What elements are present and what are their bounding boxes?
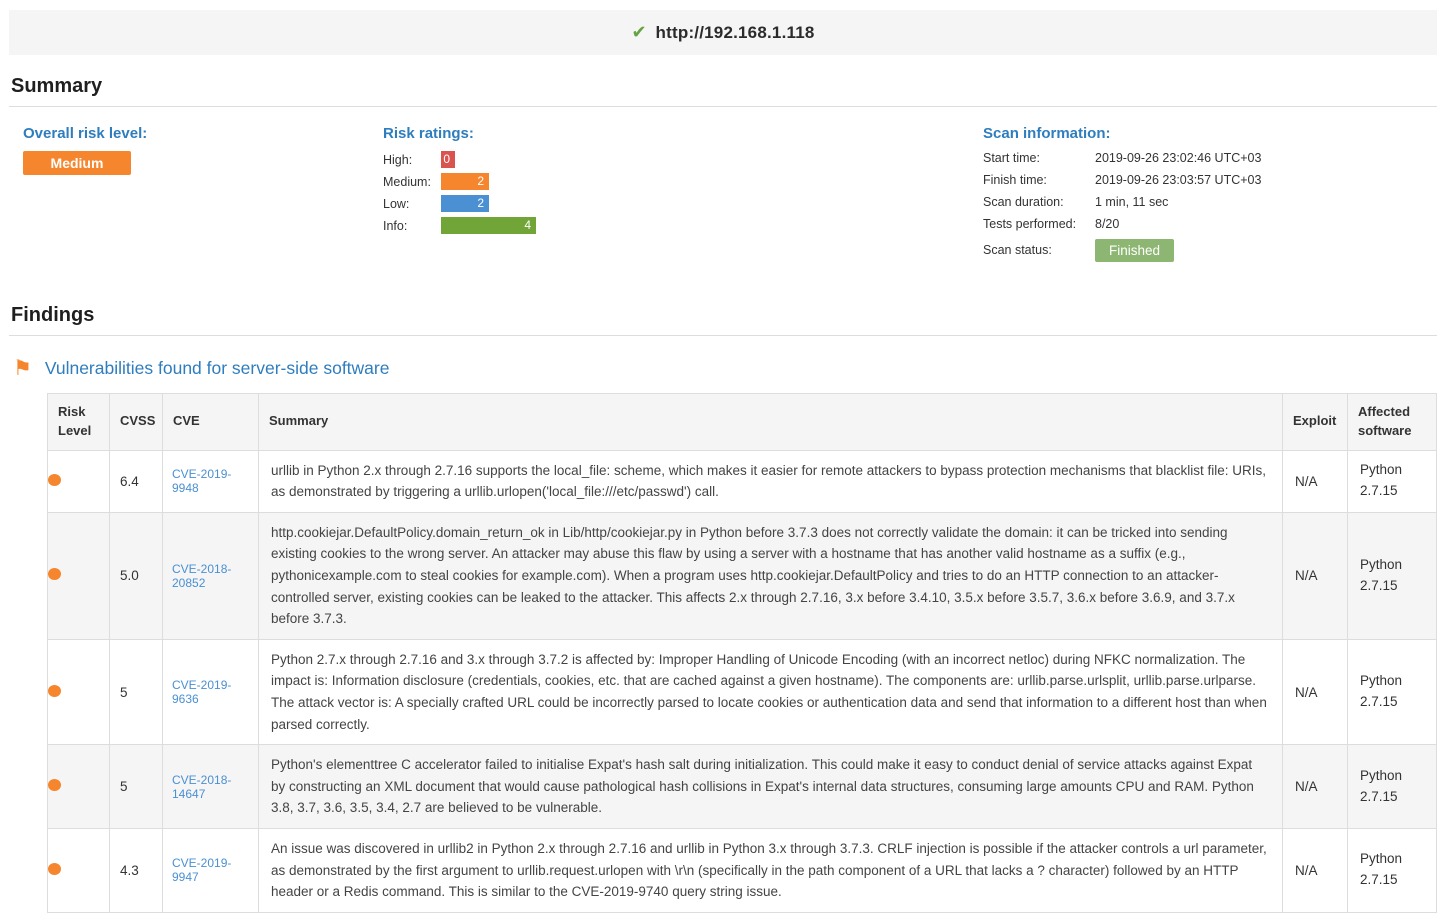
risk-level-dot (48, 568, 61, 580)
scan-row-tests (983, 217, 1437, 231)
finding-section-title-text: Vulnerabilities found for server-side software (44, 358, 390, 378)
vuln-summary: Python 2.7.x through 2.7.16 and 3.x through 3.7.2 is affected by: Improper Handling of Unicode Encoding (with an incorrect netloc) during NFKC normalization. The impact is: Information disclosure (credentials, cookies, etc. that are cached against a given hostname). The components are: urllib.parse.urlsplit, urllib.parse.urlparse. The attack vector is: A specially crafted URL could be incorrectly parsed to locate cookies or authentication data and send that information to a different host than when parsed correctly. (259, 639, 1283, 744)
col-header-exploit: Exploit (1283, 394, 1348, 451)
cvss-value: 5.0 (110, 512, 163, 639)
scan-row-label: Start time: (983, 151, 1040, 165)
scan-row-value: 2019-09-26 23:03:57 UTC+03 (1095, 173, 1262, 187)
col-header-cvss: CVSS (110, 394, 163, 451)
vuln-summary: http.cookiejar.DefaultPolicy.domain_return_ok in Lib/http/cookiejar.py in Python before 3.7.3 does not correctly validate the domain: it can be tricked into sending existing cookies to the wrong server. An attacker may abuse this flaw by using a server with a hostname that has another valid hostname as a suffix (e.g., pythonicexample.com to steal cookies for example.com). When a program uses http.cookiejar.DefaultPolicy and tries to do an HTTP connection to an attacker-controlled server, existing cookies can be leaked to the attacker. This affects 2.x through 2.7.16, 3.x before 3.4.10, 3.5.x before 3.5.7, 3.6.x before 3.6.9, and 3.7.x before 3.7.3. (259, 512, 1283, 639)
scan-row-label: Scan duration: (983, 195, 1064, 209)
rating-bar-info: 4 (441, 217, 536, 234)
findings-heading: Findings (11, 304, 95, 326)
rating-bar-high: 0 (441, 151, 455, 168)
table-row (48, 829, 1437, 913)
cve-link[interactable]: CVE-2019-9948 (172, 467, 232, 496)
scan-status-badge: Finished (1095, 239, 1174, 262)
risk-ratings-block (383, 125, 983, 270)
affected-software: Python 2.7.15 (1348, 512, 1437, 639)
exploit-value: N/A (1283, 829, 1348, 913)
table-row (48, 745, 1437, 829)
rating-label: Low: (383, 196, 410, 211)
rating-label: Medium: (383, 174, 431, 189)
col-header-risk-level: Risk Level (48, 394, 110, 451)
cvss-value: 4.3 (110, 829, 163, 913)
rating-label: High: (383, 152, 413, 167)
col-header-summary: Summary (259, 394, 1283, 451)
target-url-bar (9, 10, 1437, 55)
rating-row-high (383, 151, 983, 168)
affected-software: Python 2.7.15 (1348, 639, 1437, 744)
risk-level-dot (48, 863, 61, 875)
affected-software: Python 2.7.15 (1348, 745, 1437, 829)
scan-row-status (983, 243, 1437, 262)
scan-row-value: 8/20 (1095, 217, 1120, 231)
cvss-value: 5 (110, 745, 163, 829)
affected-software: Python 2.7.15 (1348, 829, 1437, 913)
finding-section-title (13, 358, 1437, 379)
target-url: http://192.168.1.118 (655, 22, 815, 42)
exploit-value: N/A (1283, 745, 1348, 829)
summary-heading: Summary (11, 75, 103, 97)
cvss-value: 6.4 (110, 450, 163, 512)
risk-level-dot (48, 779, 61, 791)
affected-software: Python 2.7.15 (1348, 450, 1437, 512)
rating-label: Info: (383, 218, 408, 233)
scan-row-duration (983, 195, 1437, 209)
vuln-summary: Python's elementtree C accelerator failed to initialise Expat's hash salt during initialization. This could make it easy to conduct denial of service attacks against Expat by constructing an XML document that would cause pathological hash collisions in Expat's internal data structures, consuming large amounts CPU and RAM. Python 3.8, 3.7, 3.6, 3.5, 3.4, 2.7 are believed to be vulnerable. (259, 745, 1283, 829)
scan-row-value: 2019-09-26 23:02:46 UTC+03 (1095, 151, 1262, 165)
table-row (48, 450, 1437, 512)
exploit-value: N/A (1283, 512, 1348, 639)
table-row (48, 512, 1437, 639)
scan-info-label: Scan information: (983, 125, 1111, 142)
cve-link[interactable]: CVE-2019-9636 (172, 678, 232, 707)
scan-row-label: Tests performed: (983, 217, 1077, 231)
overall-risk-block (23, 125, 383, 270)
exploit-value: N/A (1283, 639, 1348, 744)
vuln-summary: An issue was discovered in urllib2 in Python 2.x through 2.7.16 and urllib in Python 3.x through 3.7.3. CRLF injection is possible if the attacker controls a url parameter, as demonstrated by the first argument to urllib.request.urlopen with \r\n (specifically in the path component of a URL that lacks a ? character) followed by an HTTP header or a Redis command. This is similar to the CVE-2019-9740 query string issue. (259, 829, 1283, 913)
cvss-value: 5 (110, 639, 163, 744)
risk-level-dot (48, 474, 61, 486)
checkmark-icon: ✔ (631, 22, 647, 42)
cve-link[interactable]: CVE-2018-20852 (172, 561, 232, 590)
scan-row-value: 1 min, 11 sec (1095, 195, 1169, 209)
flag-icon: ⚑ (13, 357, 32, 380)
risk-ratings-label: Risk ratings: (383, 125, 474, 142)
scan-row-label: Scan status: (983, 243, 1052, 257)
risk-level-dot (48, 685, 61, 697)
overall-risk-label: Overall risk level: (23, 125, 148, 142)
scan-row-label: Finish time: (983, 173, 1047, 187)
rating-row-medium (383, 173, 983, 190)
summary-divider (9, 106, 1437, 107)
rating-bar-medium: 2 (441, 173, 489, 190)
summary-section (9, 121, 1437, 284)
rating-row-low (383, 195, 983, 212)
overall-risk-badge: Medium (23, 151, 131, 175)
exploit-value: N/A (1283, 450, 1348, 512)
findings-divider (9, 335, 1437, 336)
cve-link[interactable]: CVE-2018-14647 (172, 772, 232, 801)
cve-link[interactable]: CVE-2019-9947 (172, 856, 232, 885)
scan-info-block (983, 125, 1437, 270)
table-header-row (48, 394, 1437, 451)
rating-bar-low: 2 (441, 195, 489, 212)
col-header-affected: Affected software (1348, 394, 1437, 451)
vulnerabilities-table (47, 393, 1437, 913)
scan-row-start (983, 151, 1437, 165)
col-header-cve: CVE (163, 394, 259, 451)
table-row (48, 639, 1437, 744)
vuln-summary: urllib in Python 2.x through 2.7.16 supports the local_file: scheme, which makes it easier for remote attackers to bypass protection mechanisms that blacklist file: URIs, as demonstrated by triggering a urllib.urlopen('local_file:///etc/passwd') call. (259, 450, 1283, 512)
rating-row-info (383, 217, 983, 234)
scan-row-finish (983, 173, 1437, 187)
